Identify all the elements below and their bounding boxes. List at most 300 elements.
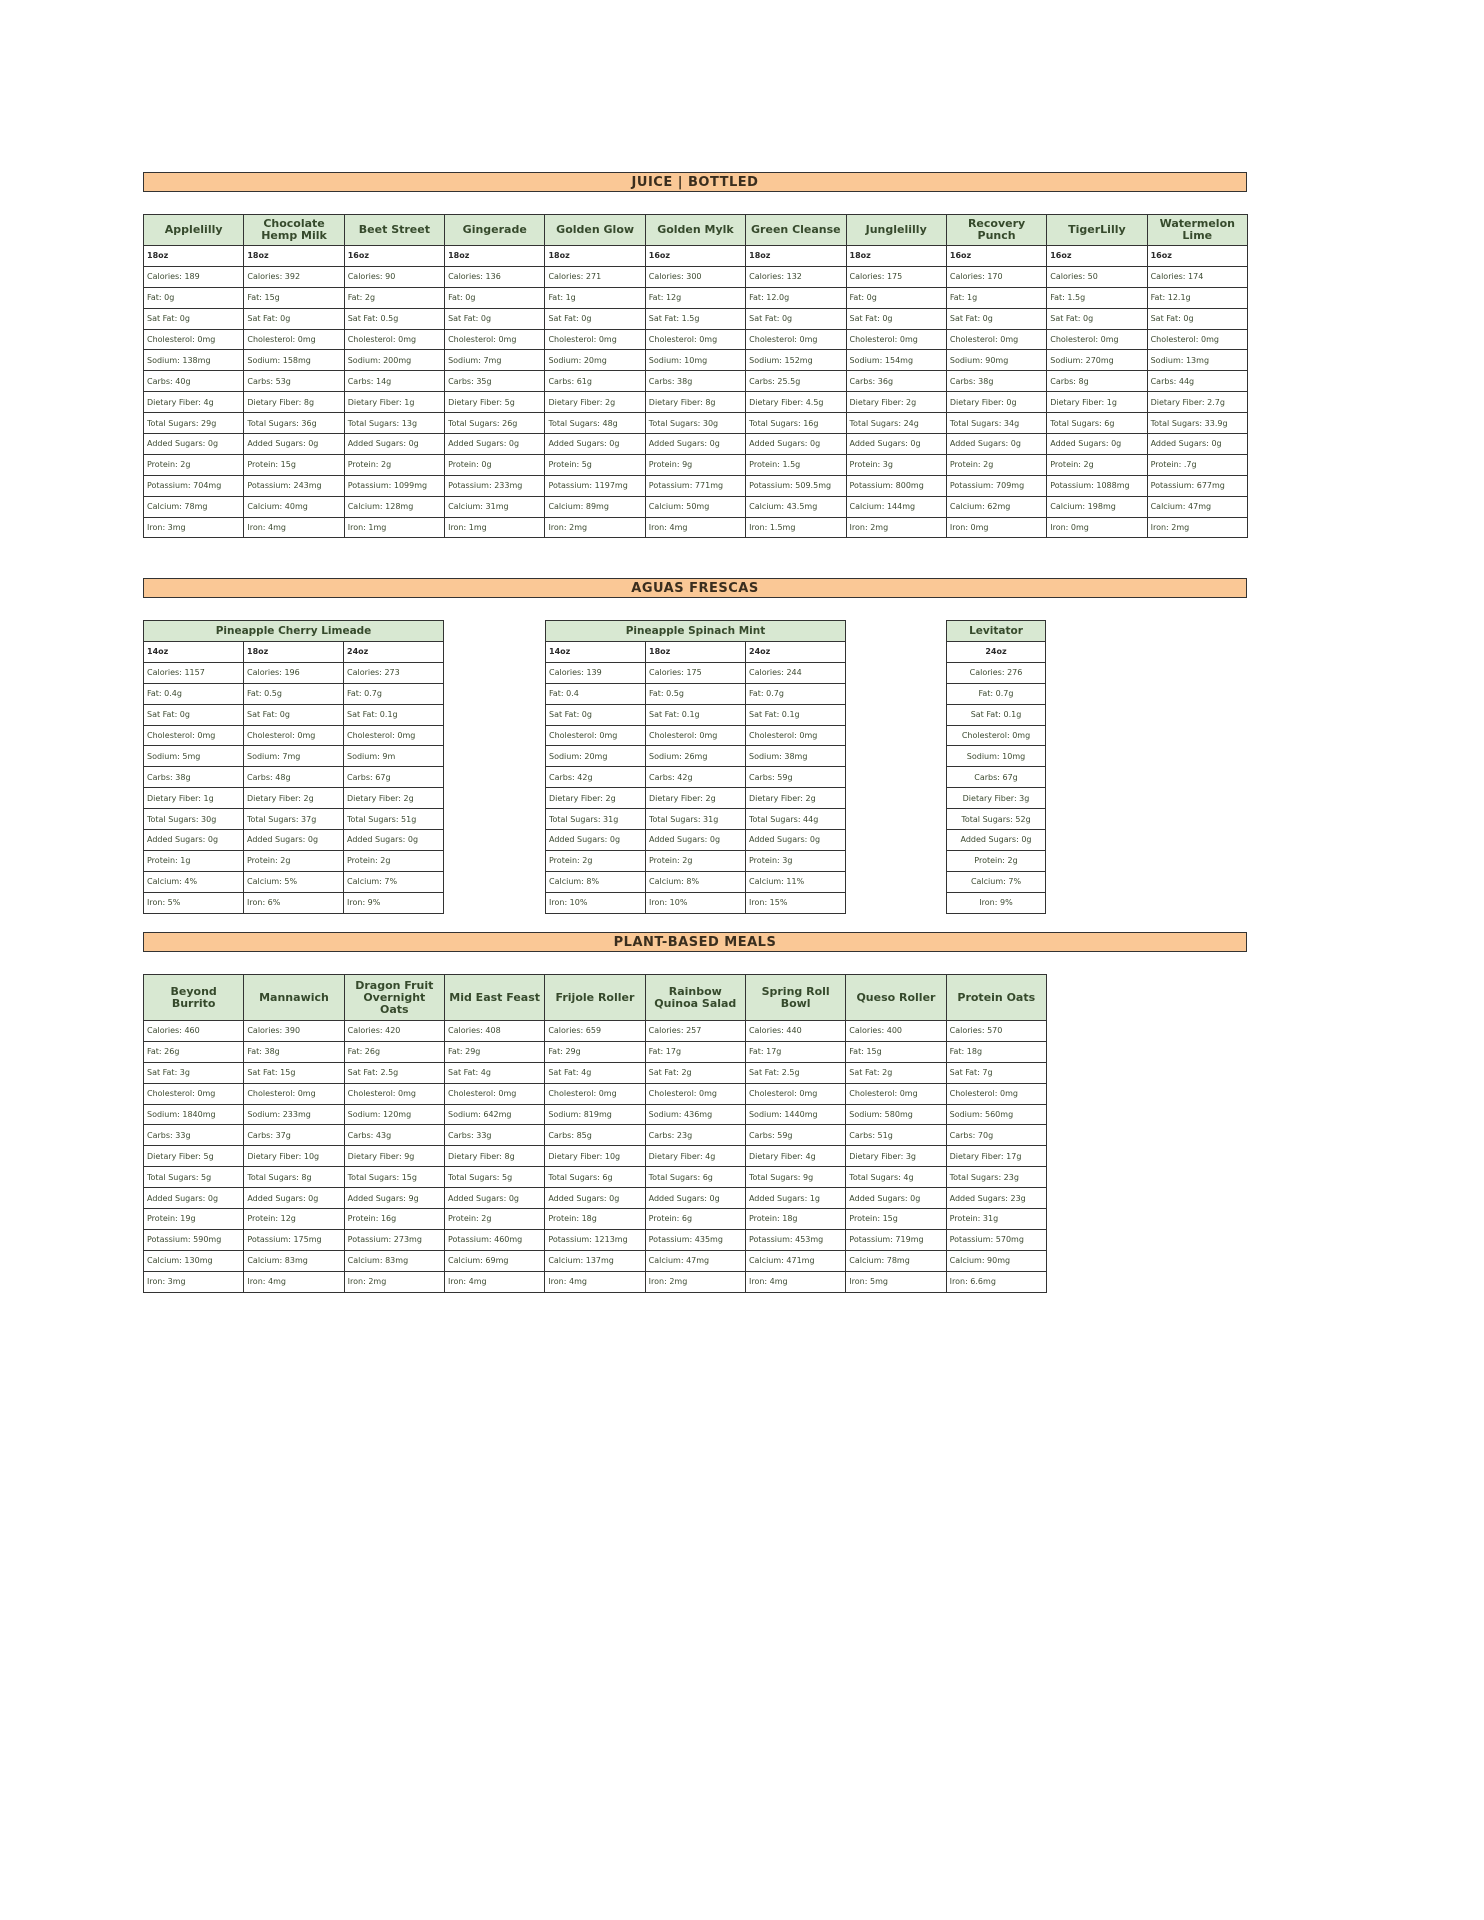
table-cell: Fat: 26g	[344, 1041, 444, 1062]
table-cell: Total Sugars: 34g	[946, 413, 1046, 434]
table-row	[546, 704, 846, 725]
table-cell: Cholesterol: 0mg	[244, 329, 344, 350]
table-cell: Fat: 0g	[445, 287, 545, 308]
table-cell: Potassium: 1213mg	[545, 1229, 645, 1250]
table-cell: Calories: 136	[445, 266, 545, 287]
table-cell: Fat: 0g	[144, 287, 244, 308]
table-cell: Calcium: 62mg	[946, 496, 1046, 517]
table-cell: Calories: 175	[846, 266, 946, 287]
table-row	[144, 830, 444, 851]
table-row	[144, 475, 1248, 496]
table-cell: Total Sugars: 9g	[745, 1167, 845, 1188]
table-cell: Potassium: 175mg	[244, 1229, 344, 1250]
table-cell: Cholesterol: 0mg	[144, 329, 244, 350]
table-cell: Total Sugars: 48g	[545, 413, 645, 434]
table-cell: Calcium: 471mg	[745, 1250, 845, 1271]
table-cell: Iron: 10%	[546, 892, 646, 913]
table-cell: Calcium: 128mg	[344, 496, 444, 517]
table-cell: Total Sugars: 30g	[645, 413, 745, 434]
table-cell: Calcium: 89mg	[545, 496, 645, 517]
table-cell: Cholesterol: 0mg	[344, 329, 444, 350]
table-cell: Iron: 0mg	[946, 517, 1046, 538]
table-cell: Calcium: 83mg	[244, 1250, 344, 1271]
table-cell: Sat Fat: 0g	[1147, 308, 1247, 329]
table-cell: Fat: 0g	[846, 287, 946, 308]
table-row	[947, 850, 1046, 871]
table-cell: Calories: 570	[946, 1021, 1046, 1042]
table-cell: Iron: 15%	[746, 892, 846, 913]
table-cell: Cholesterol: 0mg	[645, 329, 745, 350]
table-cell: Calcium: 69mg	[444, 1250, 544, 1271]
table-cell: 16oz	[344, 246, 444, 267]
table-cell: Added Sugars: 0g	[545, 434, 645, 455]
table-cell: Dietary Fiber: 2g	[244, 788, 344, 809]
table-cell: Carbs: 67g	[344, 767, 444, 788]
table-cell: 24oz	[746, 642, 846, 663]
product-header: Pineapple Spinach Mint	[546, 621, 846, 642]
table-cell: Protein: 2g	[946, 454, 1046, 475]
table-cell: Cholesterol: 0mg	[946, 329, 1046, 350]
column-header: Gingerade	[445, 215, 545, 246]
table-cell: Fat: 1g	[946, 287, 1046, 308]
table-cell: Cholesterol: 0mg	[1047, 329, 1147, 350]
table-cell: Protein: 6g	[645, 1209, 745, 1230]
table-cell: Fat: 0.7g	[746, 683, 846, 704]
table-cell: Sodium: 10mg	[645, 350, 745, 371]
table-cell: Protein: 2g	[646, 850, 746, 871]
table-cell: Potassium: 1088mg	[1047, 475, 1147, 496]
column-header: Golden Mylk	[645, 215, 745, 246]
table-row	[144, 371, 1248, 392]
table-cell: Calcium: 198mg	[1047, 496, 1147, 517]
table-cell: Cholesterol: 0mg	[144, 1083, 244, 1104]
table-cell: Total Sugars: 23g	[946, 1167, 1046, 1188]
table-cell: Iron: 9%	[344, 892, 444, 913]
table-cell: Sat Fat: 2g	[645, 1062, 745, 1083]
table-cell: Sat Fat: 4g	[444, 1062, 544, 1083]
table-cell: Potassium: 233mg	[445, 475, 545, 496]
table-cell: Iron: 4mg	[244, 1271, 344, 1292]
table-cell: Dietary Fiber: 9g	[344, 1146, 444, 1167]
table-cell: Calcium: 5%	[244, 871, 344, 892]
column-header: Recovery Punch	[946, 215, 1046, 246]
table-cell: Sodium: 233mg	[244, 1104, 344, 1125]
table-cell: Calories: 189	[144, 266, 244, 287]
table-cell: Iron: 6%	[244, 892, 344, 913]
table-cell: Fat: 0.5g	[646, 683, 746, 704]
table-cell: Cholesterol: 0mg	[947, 725, 1046, 746]
table-cell: Fat: 29g	[545, 1041, 645, 1062]
table-cell: Calories: 175	[646, 662, 746, 683]
table-cell: Sodium: 90mg	[946, 350, 1046, 371]
column-header: Junglelilly	[846, 215, 946, 246]
table-cell: Dietary Fiber: 8g	[444, 1146, 544, 1167]
table-cell: Calcium: 50mg	[645, 496, 745, 517]
table-cell: Cholesterol: 0mg	[546, 725, 646, 746]
table-cell: Iron: 4mg	[244, 517, 344, 538]
table-cell: Carbs: 33g	[144, 1125, 244, 1146]
table-cell: Total Sugars: 13g	[344, 413, 444, 434]
table-cell: 18oz	[846, 246, 946, 267]
table-cell: Iron: 10%	[646, 892, 746, 913]
table-cell: Protein: 31g	[946, 1209, 1046, 1230]
table-cell: Sodium: 26mg	[646, 746, 746, 767]
table-cell: Cholesterol: 0mg	[244, 1083, 344, 1104]
table-cell: 16oz	[946, 246, 1046, 267]
table-cell: Sodium: 7mg	[445, 350, 545, 371]
table-cell: Added Sugars: 0g	[344, 434, 444, 455]
table-header-row	[546, 621, 846, 642]
table-cell: Cholesterol: 0mg	[244, 725, 344, 746]
table-cell: Sat Fat: 4g	[545, 1062, 645, 1083]
table-cell: Calories: 257	[645, 1021, 745, 1042]
table-cell: Iron: 2mg	[1147, 517, 1247, 538]
table-cell: Calcium: 8%	[646, 871, 746, 892]
table-row	[144, 287, 1248, 308]
table-cell: Sodium: 270mg	[1047, 350, 1147, 371]
table-cell: Dietary Fiber: 2.7g	[1147, 392, 1247, 413]
table-cell: 14oz	[144, 642, 244, 663]
table-cell: Carbs: 33g	[444, 1125, 544, 1146]
table-cell: Dietary Fiber: 5g	[445, 392, 545, 413]
table-cell: Protein: 12g	[244, 1209, 344, 1230]
table-cell: Sodium: 154mg	[846, 350, 946, 371]
table-cell: Dietary Fiber: 4g	[144, 392, 244, 413]
table-cell: 18oz	[244, 642, 344, 663]
table-row	[144, 809, 444, 830]
column-header: Beet Street	[344, 215, 444, 246]
table-cell: Sodium: 120mg	[344, 1104, 444, 1125]
table-cell: Carbs: 36g	[846, 371, 946, 392]
table-row	[144, 892, 444, 913]
size-row	[144, 246, 1248, 267]
table-cell: Protein: 0g	[445, 454, 545, 475]
table-cell: Calories: 440	[745, 1021, 845, 1042]
table-cell: Iron: 4mg	[645, 517, 745, 538]
table-cell: Added Sugars: 0g	[144, 830, 244, 851]
table-cell: Sat Fat: 0.1g	[344, 704, 444, 725]
table-cell: Carbs: 53g	[244, 371, 344, 392]
table-cell: Iron: 2mg	[846, 517, 946, 538]
table-cell: Potassium: 590mg	[144, 1229, 244, 1250]
table-cell: Calcium: 83mg	[344, 1250, 444, 1271]
table-header-row	[144, 975, 1047, 1021]
table-row	[546, 830, 846, 851]
table-cell: Total Sugars: 36g	[244, 413, 344, 434]
table-cell: Total Sugars: 31g	[646, 809, 746, 830]
table-cell: Protein: 2g	[144, 454, 244, 475]
table-cell: Potassium: 460mg	[444, 1229, 544, 1250]
table-cell: Dietary Fiber: 1g	[144, 788, 244, 809]
table-cell: Calories: 170	[946, 266, 1046, 287]
table-cell: Sodium: 5mg	[144, 746, 244, 767]
table-cell: Calcium: 47mg	[645, 1250, 745, 1271]
table-cell: Protein: 2g	[244, 850, 344, 871]
table-cell: Sat Fat: 2g	[846, 1062, 946, 1083]
table-cell: Calcium: 40mg	[244, 496, 344, 517]
table-cell: Sat Fat: 0g	[244, 704, 344, 725]
column-header: Spring Roll Bowl	[745, 975, 845, 1021]
table-cell: Cholesterol: 0mg	[344, 725, 444, 746]
table-cell: Total Sugars: 16g	[746, 413, 846, 434]
table-cell: Carbs: 42g	[646, 767, 746, 788]
table-cell: 14oz	[546, 642, 646, 663]
table-cell: Potassium: 709mg	[946, 475, 1046, 496]
section-title-aguas: AGUAS FRESCAS	[143, 578, 1247, 598]
table-cell: Added Sugars: 0g	[445, 434, 545, 455]
table-cell: Cholesterol: 0mg	[846, 1083, 946, 1104]
table-cell: Added Sugars: 0g	[1047, 434, 1147, 455]
table-cell: Added Sugars: 0g	[244, 1188, 344, 1209]
table-row	[546, 662, 846, 683]
table-row	[144, 308, 1248, 329]
table-cell: Calcium: 78mg	[144, 496, 244, 517]
table-cell: Dietary Fiber: 4g	[745, 1146, 845, 1167]
table-cell: Added Sugars: 0g	[846, 434, 946, 455]
table-row	[947, 767, 1046, 788]
column-header: Rainbow Quinoa Salad	[645, 975, 745, 1021]
table-cell: Calories: 420	[344, 1021, 444, 1042]
table-row	[947, 725, 1046, 746]
table-cell: Potassium: 719mg	[846, 1229, 946, 1250]
table-header-row	[947, 621, 1046, 642]
table-cell: Dietary Fiber: 3g	[947, 788, 1046, 809]
table-cell: Added Sugars: 0g	[846, 1188, 946, 1209]
table-cell: Dietary Fiber: 1g	[344, 392, 444, 413]
table-cell: Sodium: 1440mg	[745, 1104, 845, 1125]
table-cell: Cholesterol: 0mg	[144, 725, 244, 746]
table-cell: Dietary Fiber: 0g	[946, 392, 1046, 413]
table-cell: Sat Fat: 1.5g	[645, 308, 745, 329]
table-cell: Potassium: 800mg	[846, 475, 946, 496]
table-cell: Iron: 1mg	[344, 517, 444, 538]
table-cell: 18oz	[244, 246, 344, 267]
column-header: Beyond Burrito	[144, 975, 244, 1021]
product-header: Levitator	[947, 621, 1046, 642]
table-cell: Total Sugars: 52g	[947, 809, 1046, 830]
table-cell: Sat Fat: 2.5g	[344, 1062, 444, 1083]
table-cell: Sodium: 7mg	[244, 746, 344, 767]
table-cell: Calcium: 4%	[144, 871, 244, 892]
table-row	[144, 1250, 1047, 1271]
meals-table	[143, 974, 1047, 1293]
table-cell: Cholesterol: 0mg	[645, 1083, 745, 1104]
table-cell: Total Sugars: 8g	[244, 1167, 344, 1188]
table-cell: Total Sugars: 5g	[144, 1167, 244, 1188]
table-cell: Protein: 1g	[144, 850, 244, 871]
table-row	[947, 704, 1046, 725]
table-row	[144, 1083, 1047, 1104]
table-cell: Carbs: 85g	[545, 1125, 645, 1146]
table-cell: Sodium: 158mg	[244, 350, 344, 371]
table-row	[546, 871, 846, 892]
column-header: Mannawich	[244, 975, 344, 1021]
table-cell: Iron: 0mg	[1047, 517, 1147, 538]
table-cell: Sodium: 9m	[344, 746, 444, 767]
table-cell: Calories: 273	[344, 662, 444, 683]
table-cell: Sat Fat: 0.1g	[646, 704, 746, 725]
table-cell: Cholesterol: 0mg	[745, 1083, 845, 1104]
table-cell: Fat: 12.1g	[1147, 287, 1247, 308]
table-cell: Sat Fat: 0g	[846, 308, 946, 329]
table-row	[144, 662, 444, 683]
table-cell: Cholesterol: 0mg	[1147, 329, 1247, 350]
table-cell: Dietary Fiber: 8g	[645, 392, 745, 413]
table-cell: Sat Fat: 0g	[746, 308, 846, 329]
table-cell: Added Sugars: 23g	[946, 1188, 1046, 1209]
table-cell: Carbs: 61g	[545, 371, 645, 392]
table-cell: Carbs: 48g	[244, 767, 344, 788]
size-row	[947, 642, 1046, 663]
table-cell: 24oz	[947, 642, 1046, 663]
table-cell: Cholesterol: 0mg	[846, 329, 946, 350]
table-row	[947, 746, 1046, 767]
table-cell: Iron: 2mg	[545, 517, 645, 538]
table-cell: Dietary Fiber: 2g	[545, 392, 645, 413]
table-row	[144, 392, 1248, 413]
column-header: Green Cleanse	[746, 215, 846, 246]
table-row	[546, 746, 846, 767]
table-row	[144, 1167, 1047, 1188]
table-cell: Fat: 12g	[645, 287, 745, 308]
table-cell: Fat: 26g	[144, 1041, 244, 1062]
table-cell: Total Sugars: 6g	[1047, 413, 1147, 434]
table-cell: Total Sugars: 33.9g	[1147, 413, 1247, 434]
table-cell: Sodium: 10mg	[947, 746, 1046, 767]
table-row	[546, 892, 846, 913]
table-cell: Total Sugars: 6g	[645, 1167, 745, 1188]
table-cell: Calcium: 47mg	[1147, 496, 1247, 517]
table-cell: Protein: 2g	[344, 850, 444, 871]
table-cell: Carbs: 38g	[645, 371, 745, 392]
table-cell: Iron: 9%	[947, 892, 1046, 913]
table-cell: Calories: 139	[546, 662, 646, 683]
table-cell: Sodium: 13mg	[1147, 350, 1247, 371]
table-cell: Added Sugars: 0g	[946, 434, 1046, 455]
table-row	[144, 1209, 1047, 1230]
table-cell: Protein: 2g	[1047, 454, 1147, 475]
table-row	[947, 683, 1046, 704]
table-row	[144, 1188, 1047, 1209]
table-row	[144, 266, 1248, 287]
table-cell: Total Sugars: 26g	[445, 413, 545, 434]
table-cell: Sat Fat: 0g	[946, 308, 1046, 329]
table-cell: Sodium: 38mg	[746, 746, 846, 767]
table-cell: Calories: 244	[746, 662, 846, 683]
table-cell: Sat Fat: 2.5g	[745, 1062, 845, 1083]
table-cell: Protein: 19g	[144, 1209, 244, 1230]
column-header: Golden Glow	[545, 215, 645, 246]
aguas-table-pineapple-cherry-limeade	[143, 620, 444, 914]
table-cell: Total Sugars: 6g	[545, 1167, 645, 1188]
table-row	[546, 788, 846, 809]
table-cell: Sat Fat: 0g	[445, 308, 545, 329]
table-cell: Dietary Fiber: 2g	[746, 788, 846, 809]
table-row	[546, 850, 846, 871]
table-row	[546, 725, 846, 746]
table-row	[144, 1104, 1047, 1125]
table-cell: Potassium: 570mg	[946, 1229, 1046, 1250]
table-row	[947, 662, 1046, 683]
table-cell: Sat Fat: 0g	[144, 308, 244, 329]
table-cell: Iron: 2mg	[344, 1271, 444, 1292]
table-cell: Protein: 3g	[746, 850, 846, 871]
section-title-meals: PLANT-BASED MEALS	[143, 932, 1247, 952]
table-cell: Total Sugars: 24g	[846, 413, 946, 434]
table-row	[144, 413, 1248, 434]
table-cell: 16oz	[1147, 246, 1247, 267]
table-row	[947, 892, 1046, 913]
table-cell: Fat: 0.4	[546, 683, 646, 704]
table-cell: Protein: 18g	[545, 1209, 645, 1230]
table-cell: Added Sugars: 0g	[947, 830, 1046, 851]
juice-table	[143, 214, 1248, 538]
table-row	[144, 1271, 1047, 1292]
table-cell: Cholesterol: 0mg	[946, 1083, 1046, 1104]
table-cell: Sat Fat: 0g	[545, 308, 645, 329]
table-cell: Total Sugars: 29g	[144, 413, 244, 434]
size-row	[144, 642, 444, 663]
table-cell: 16oz	[1047, 246, 1147, 267]
table-cell: Calories: 460	[144, 1021, 244, 1042]
table-cell: Fat: 1.5g	[1047, 287, 1147, 308]
aguas-table-pineapple-spinach-mint	[545, 620, 846, 914]
table-cell: Fat: 15g	[244, 287, 344, 308]
table-cell: Fat: 0.7g	[344, 683, 444, 704]
table-row	[144, 1146, 1047, 1167]
table-cell: Calcium: 130mg	[144, 1250, 244, 1271]
table-cell: Carbs: 51g	[846, 1125, 946, 1146]
table-cell: Added Sugars: 0g	[244, 434, 344, 455]
table-cell: Carbs: 70g	[946, 1125, 1046, 1146]
table-cell: Carbs: 40g	[144, 371, 244, 392]
table-cell: Added Sugars: 0g	[746, 434, 846, 455]
table-cell: Added Sugars: 1g	[745, 1188, 845, 1209]
table-cell: 18oz	[646, 642, 746, 663]
table-cell: Protein: 16g	[344, 1209, 444, 1230]
column-header: Applelilly	[144, 215, 244, 246]
table-row	[144, 1062, 1047, 1083]
table-row	[144, 496, 1248, 517]
table-cell: Cholesterol: 0mg	[444, 1083, 544, 1104]
table-row	[144, 517, 1248, 538]
table-cell: Cholesterol: 0mg	[746, 329, 846, 350]
table-cell: Added Sugars: 0g	[545, 1188, 645, 1209]
table-row	[947, 830, 1046, 851]
table-cell: Sodium: 560mg	[946, 1104, 1046, 1125]
table-cell: Sat Fat: 0g	[1047, 308, 1147, 329]
table-cell: Fat: 12.0g	[746, 287, 846, 308]
table-cell: Calories: 400	[846, 1021, 946, 1042]
table-cell: Protein: 9g	[645, 454, 745, 475]
table-cell: Sat Fat: 0g	[244, 308, 344, 329]
table-cell: Potassium: 453mg	[745, 1229, 845, 1250]
table-cell: Total Sugars: 37g	[244, 809, 344, 830]
table-cell: Protein: 2g	[344, 454, 444, 475]
table-cell: Fat: 17g	[745, 1041, 845, 1062]
table-cell: Sat Fat: 15g	[244, 1062, 344, 1083]
aguas-table-levitator	[946, 620, 1046, 914]
table-cell: Iron: 5mg	[846, 1271, 946, 1292]
column-header: Protein Oats	[946, 975, 1046, 1021]
table-cell: Dietary Fiber: 2g	[846, 392, 946, 413]
table-cell: Dietary Fiber: 2g	[646, 788, 746, 809]
table-cell: Sodium: 200mg	[344, 350, 444, 371]
table-cell: Calcium: 7%	[947, 871, 1046, 892]
product-header: Pineapple Cherry Limeade	[144, 621, 444, 642]
table-cell: Protein: 2g	[546, 850, 646, 871]
table-cell: Sat Fat: 0g	[546, 704, 646, 725]
